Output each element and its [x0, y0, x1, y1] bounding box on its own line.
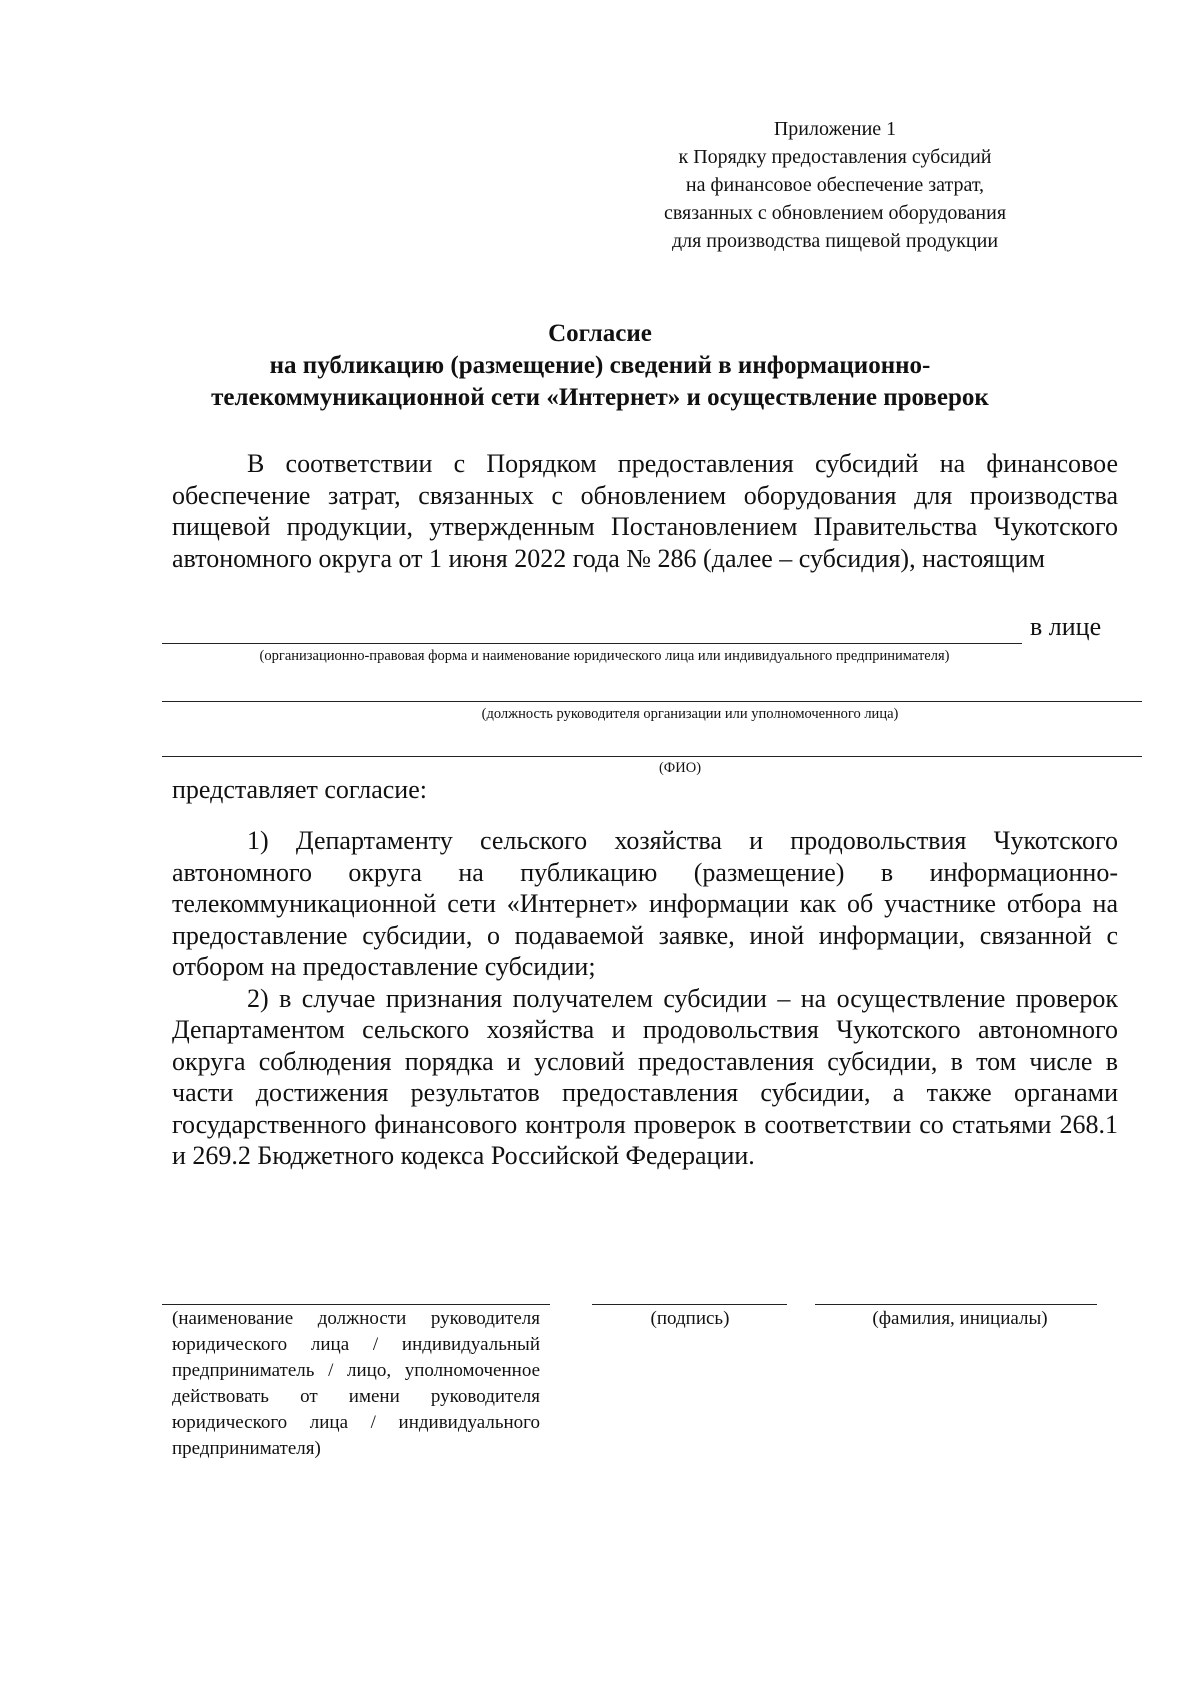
signature-caption: (подпись): [650, 1308, 730, 1329]
consent-item: 2) в случае признания получателем субсидии – на осуществление проверок Департаментом сельского хозяйства и продовольствия Чукотского автономного округа соблюдения порядка и условий предоставления субсидии, в том числе в части достижения результатов предоставления субсидии, а также органами государственного финансового контроля проверок в соответствии со статьями 268.1 и 269.2 Бюджетного кодекса Российской Федерации.: [172, 983, 1118, 1170]
annex-line: на финансовое обеспечение затрат,: [685, 174, 985, 196]
signature-name-line[interactable]: [815, 1304, 1097, 1305]
fio-caption: (ФИО): [658, 760, 702, 776]
consent-label: представляет согласие:: [172, 775, 427, 804]
consent-item: 1) Департаменту сельского хозяйства и продовольствия Чукотского автономного округа на публикацию (размещение) в информационно-телекоммуникационной сети «Интернет» информации как об участнике отбора на предоставление субсидии, о подаваемой заявке, иной информации, связанной с отбором на предоставление субсидии;: [172, 826, 1118, 981]
org-caption: (организационно-правовая форма и наименование юридического лица или индивидуального предпринимателя): [259, 648, 950, 664]
signature-position-caption: (наименование должности руководителя юридического лица / индивидуальный предприниматель / лицо, уполномоченное действовать от имени руководителя юридического лица / индивидуального предпринимателя): [172, 1308, 540, 1459]
annex-line: Приложение 1: [773, 118, 897, 140]
org-name-line[interactable]: [162, 643, 1022, 644]
intro-paragraph: В соответствии с Порядком предоставления субсидий на финансовое обеспечение затрат, связанных с обновлением оборудования для производства пищевой продукции, утвержденным Постановлением Правительства Чукотского автономного округа от 1 июня 2022 года № 286 (далее – субсидия), настоящим: [172, 449, 1118, 573]
signature-position-line[interactable]: [162, 1304, 550, 1305]
signature-line[interactable]: [592, 1304, 787, 1305]
annex-line: к Порядку предоставления субсидий: [678, 146, 992, 168]
signature-name-caption: (фамилия, инициалы): [872, 1308, 1048, 1329]
annex-line: связанных с обновлением оборудования: [663, 202, 1007, 224]
position-line[interactable]: [162, 701, 1142, 702]
annex-line: для производства пищевой продукции: [671, 230, 999, 252]
position-caption: (должность руководителя организации или уполномоченного лица): [481, 706, 899, 722]
in-person-label: в лице: [1030, 612, 1102, 641]
title-line: на публикацию (размещение) сведений в информационно-: [269, 352, 931, 379]
consent-items: [172, 825, 1118, 1172]
document-title: [150, 318, 1050, 414]
annex-header: [600, 115, 1070, 255]
title-line: телекоммуникационной сети «Интернет» и осуществление проверок: [211, 384, 989, 411]
fio-line[interactable]: [162, 756, 1142, 757]
title-line: Согласие: [548, 320, 652, 347]
